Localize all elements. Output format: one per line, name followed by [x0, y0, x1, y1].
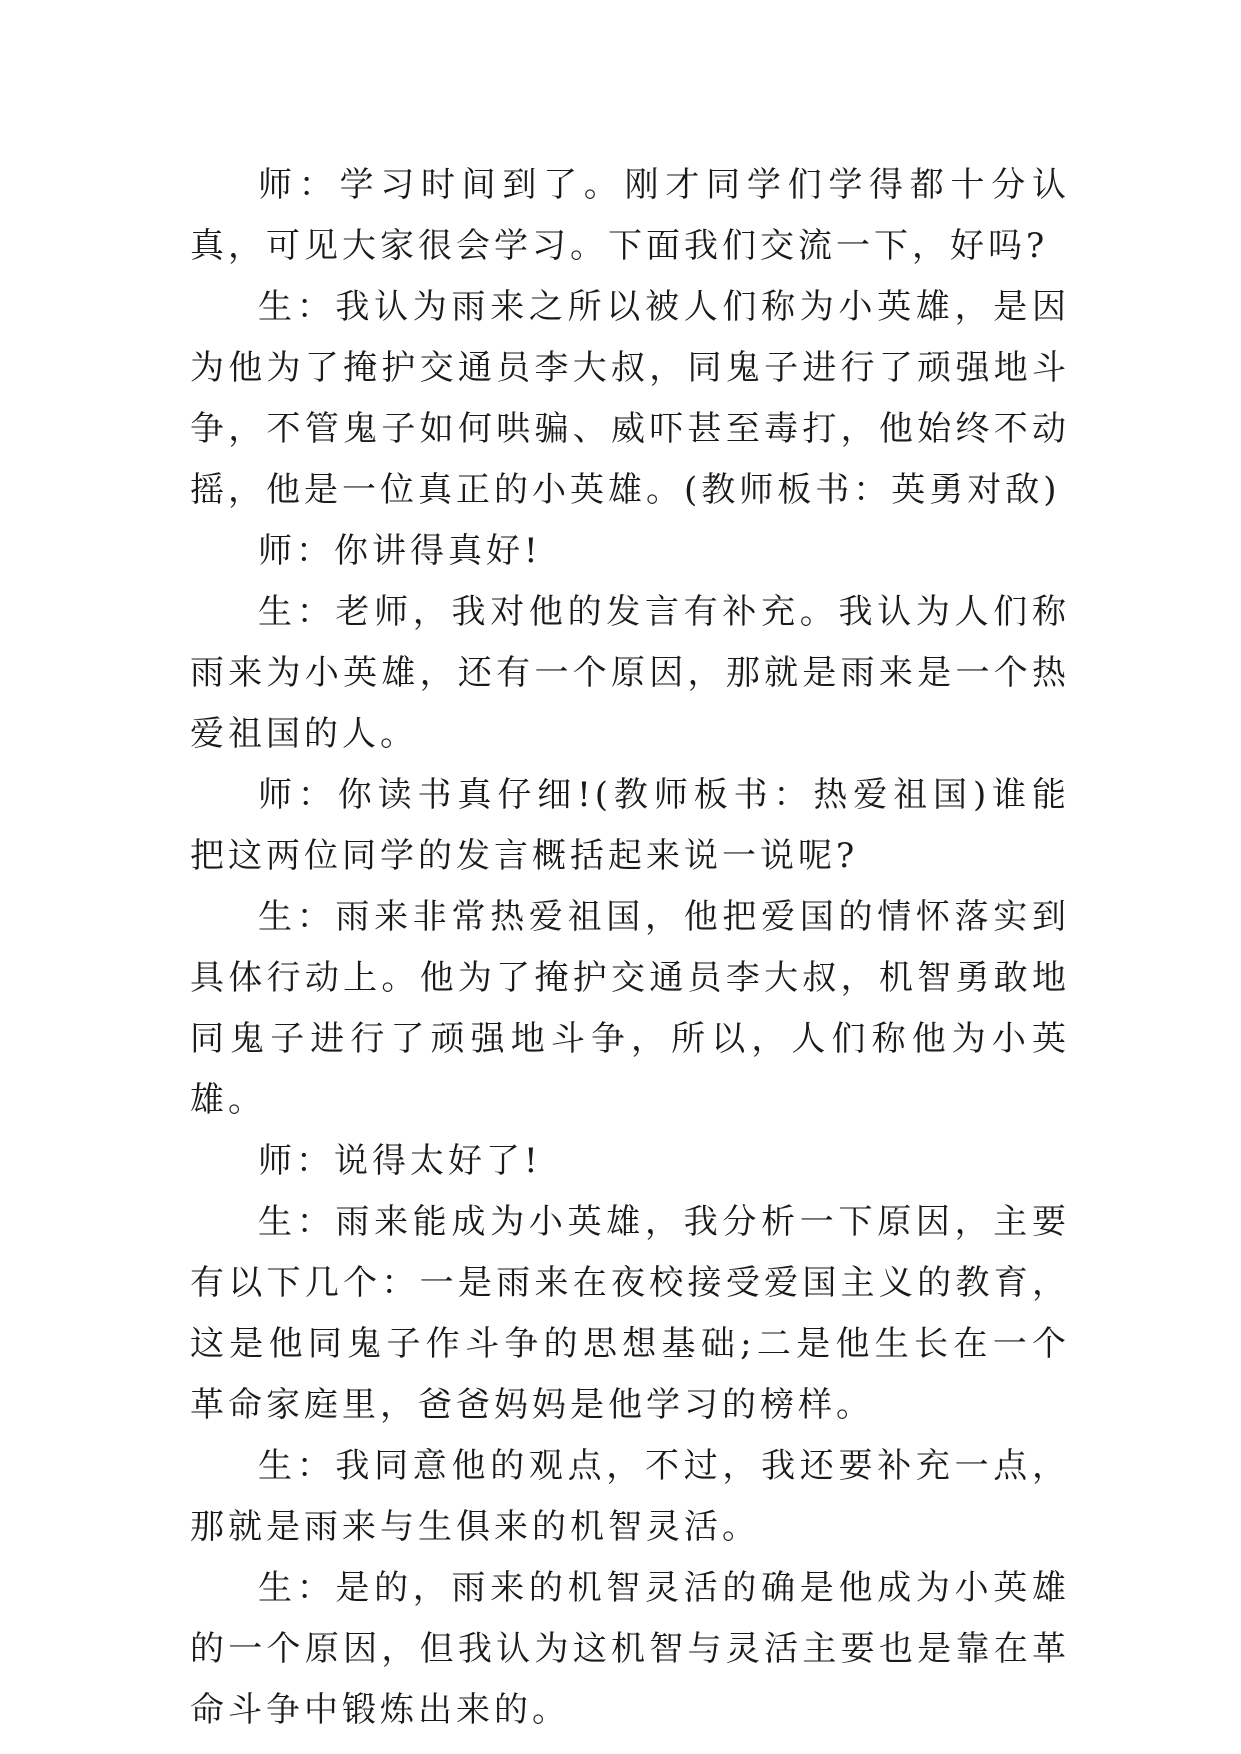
paragraph-student-5: 生：我同意他的观点，不过，我还要补充一点，那就是雨来与生俱来的机智灵活。 — [190, 1446, 1070, 1547]
paragraph-teacher-1: 师：学习时间到了。刚才同学们学得都十分认真，可见大家很会学习。下面我们交流一下，好吗? — [190, 165, 1070, 266]
paragraph-teacher-4: 师：说得太好了! — [258, 1141, 542, 1181]
paragraph-student-6: 生：是的，雨来的机智灵活的确是他成为小英雄的一个原因，但我认为这机智与灵活主要也是靠在革命斗争中锻炼出来的。 — [190, 1568, 1070, 1730]
paragraph-student-4: 生：雨来能成为小英雄，我分析一下原因，主要有以下几个：一是雨来在夜校接受爱国主义的教育，这是他同鬼子作斗争的思想基础;二是他生长在一个革命家庭里，爸爸妈妈是他学习的榜样。 — [190, 1202, 1070, 1425]
paragraph-student-3: 生：雨来非常热爱祖国，他把爱国的情怀落实到具体行动上。他为了掩护交通员李大叔，机智勇敢地同鬼子进行了顽强地斗争，所以，人们称他为小英雄。 — [190, 897, 1070, 1120]
paragraph-student-1: 生：我认为雨来之所以被人们称为小英雄，是因为他为了掩护交通员李大叔，同鬼子进行了顽强地斗争，不管鬼子如何哄骗、威吓甚至毒打，他始终不动摇，他是一位真正的小英雄。(教师板书：英勇对敌) — [190, 287, 1070, 510]
paragraph-student-2: 生：老师，我对他的发言有补充。我认为人们称雨来为小英雄，还有一个原因，那就是雨来是一个热爱祖国的人。 — [190, 592, 1070, 754]
document-body — [190, 155, 1070, 1741]
paragraph-teacher-3: 师：你读书真仔细!(教师板书：热爱祖国)谁能把这两位同学的发言概括起来说一说呢? — [190, 775, 1070, 876]
paragraph-teacher-2: 师：你讲得真好! — [258, 531, 542, 571]
